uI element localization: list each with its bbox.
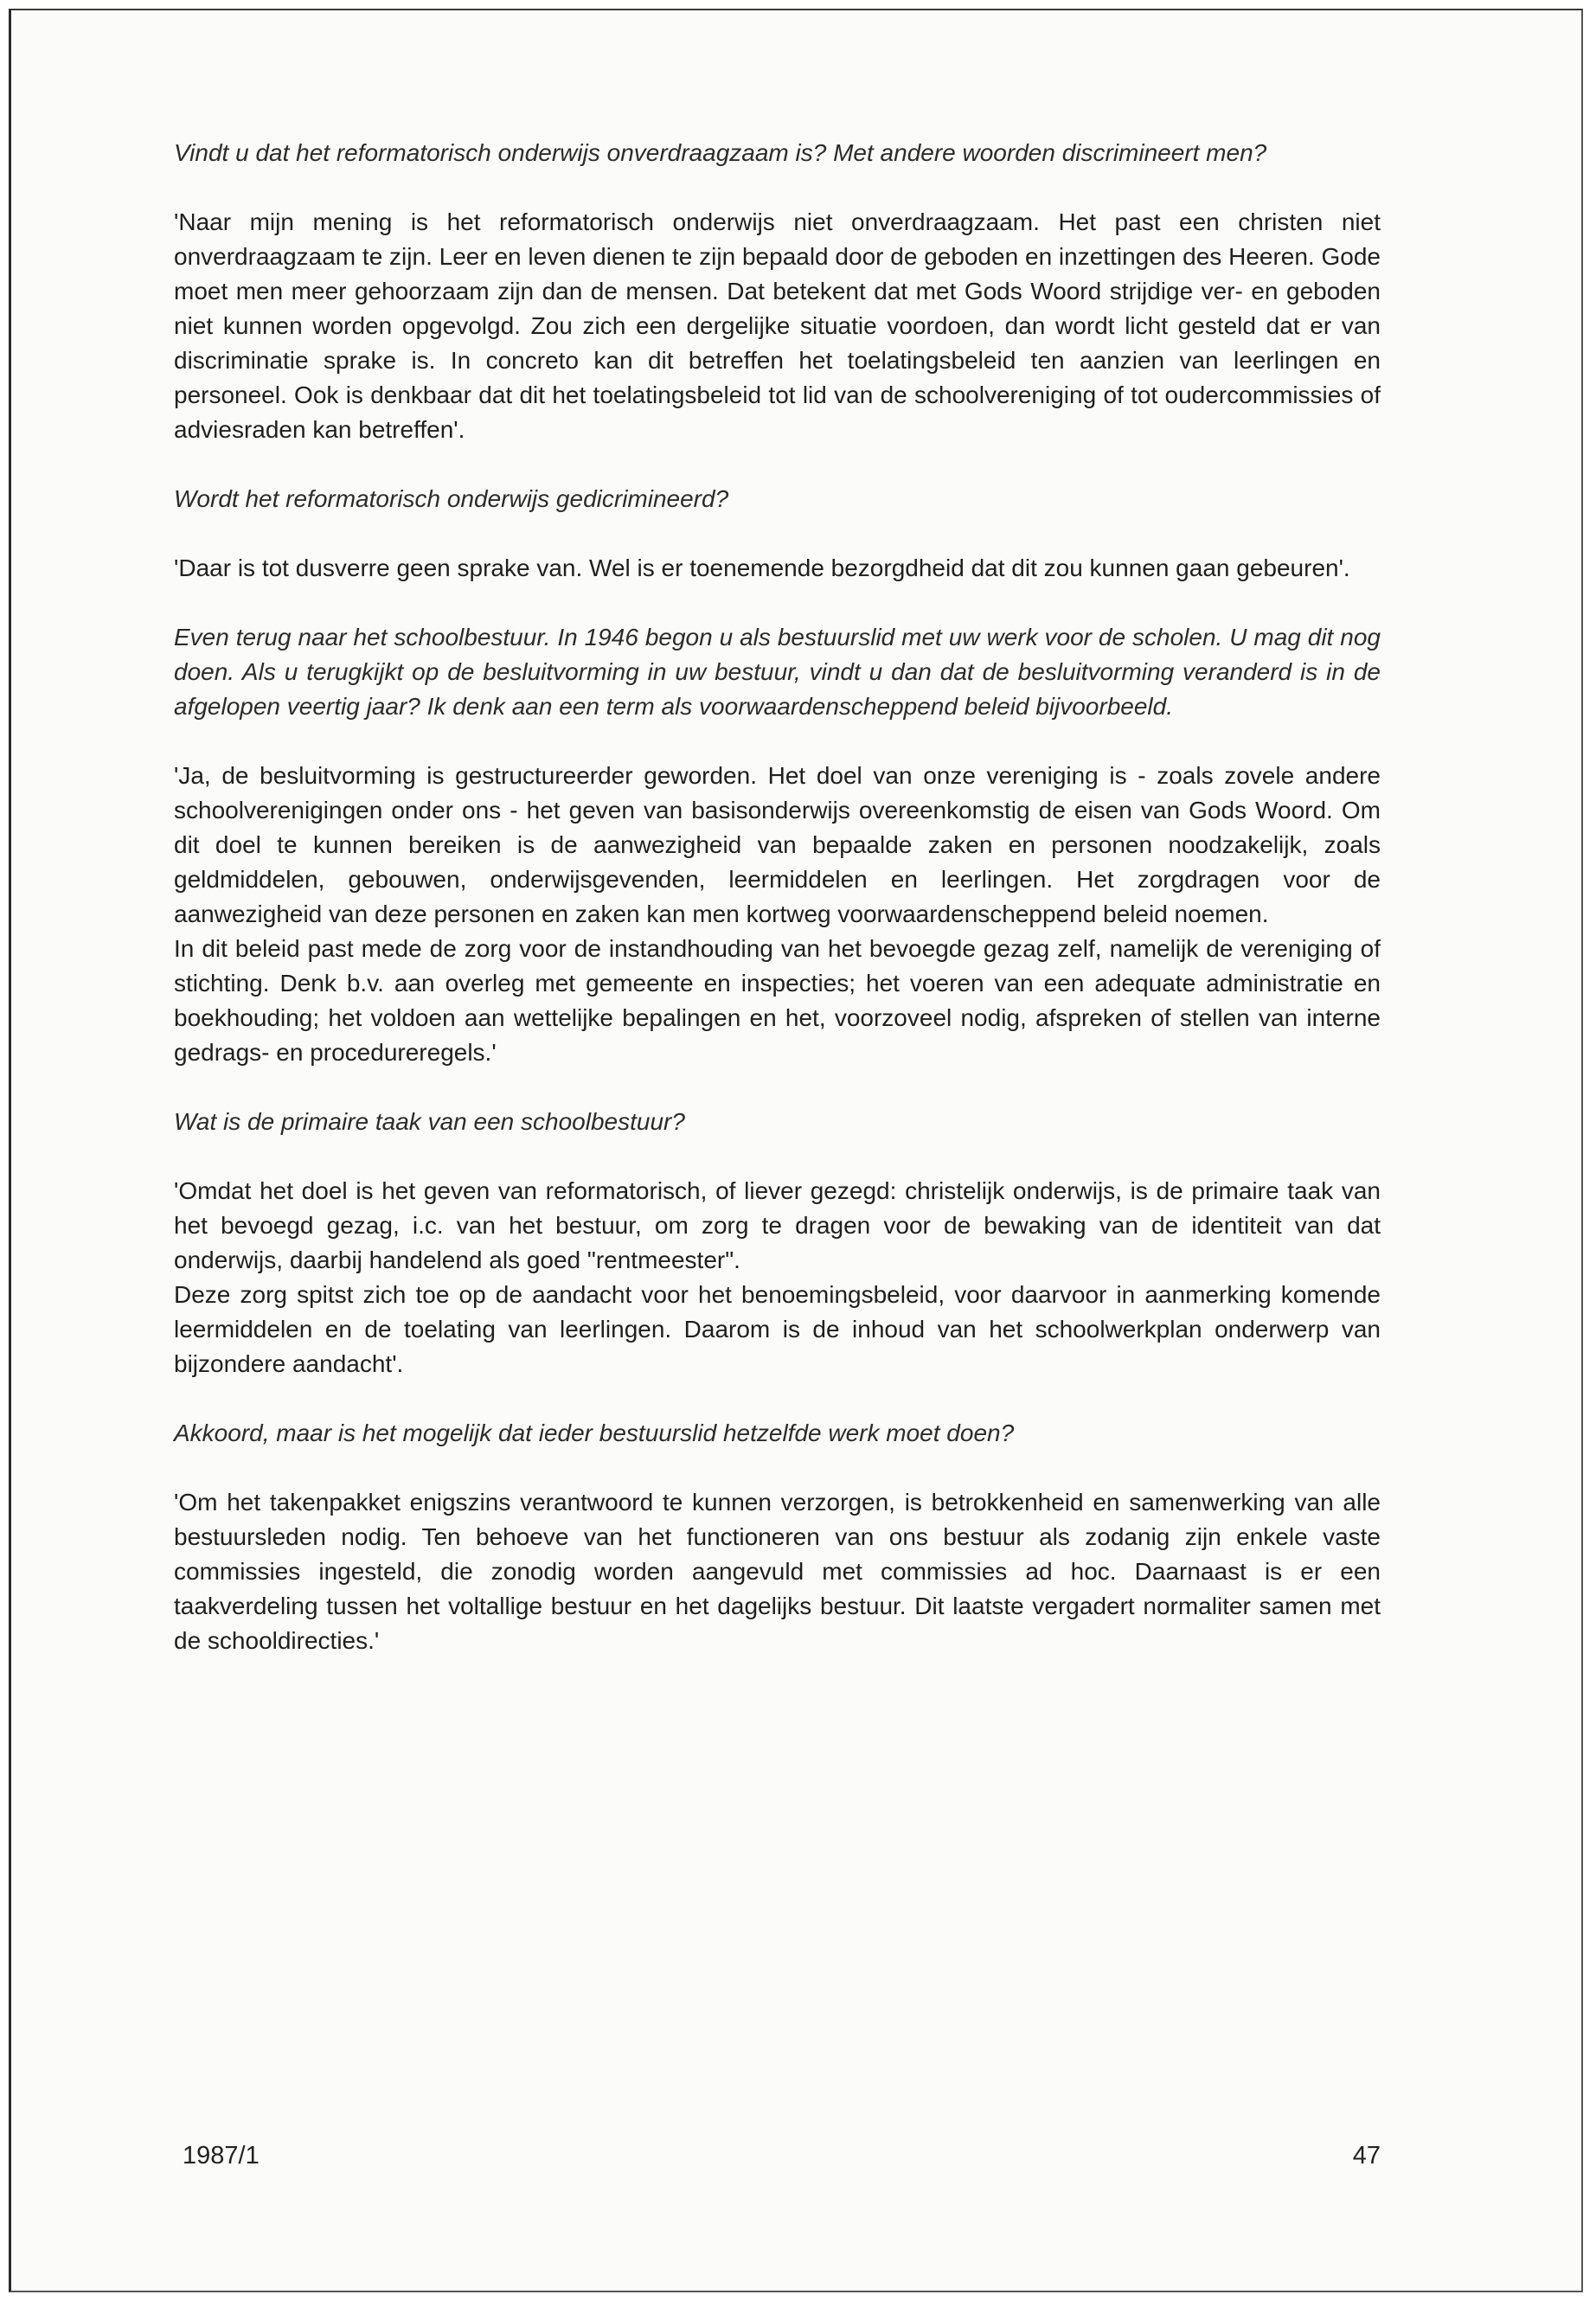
document-page	[9, 9, 1583, 2292]
interview-question-4: Wat is de primaire taak van een schoolbestuur?	[174, 1108, 685, 1135]
interview-answer-5: 'Om het takenpakket enigszins verantwoord te kunnen verzorgen, is betrokkenheid en samenwerking van alle bestuursleden nodig. Ten behoeve van het functioneren van ons bestuur als zodanig zijn enkele vaste commissies ingesteld, die zonodig worden aangevuld met commissies ad hoc. Daarnaast is er een taakverdeling tussen het voltallige bestuur en het dagelijks bestuur. Dit laatste vergadert normaliter samen met de schooldirecties.'	[174, 1489, 1381, 1654]
interview-answer-3b: In dit beleid past mede de zorg voor de instandhouding van het bevoegde gezag zelf, namelijk de vereniging of stichting. Denk b.v. aan overleg met gemeente en inspecties; het voeren van een adequate administratie en boekhouding; het voldoen aan wettelijke bepalingen en het, voorzoveel nodig, afspreken of stellen van interne gedrags- en procedureregels.'	[174, 935, 1381, 1066]
interview-question-3: Even terug naar het schoolbestuur. In 1946 begon u als bestuurslid met uw werk voor de scholen. U mag dit nog doen. Als u terugkijkt op de besluitvorming in uw bestuur, vindt u dan dat de besluitvorming veranderd is in de afgelopen veertig jaar? Ik denk aan een term als voorwaardenscheppend beleid bijvoorbeeld.	[174, 624, 1381, 720]
interview-question-5: Akkoord, maar is het mogelijk dat ieder bestuurslid hetzelfde werk moet doen?	[174, 1420, 1015, 1446]
interview-answer-3a: 'Ja, de besluitvorming is gestructureerder geworden. Het doel van onze vereniging is - zoals zovele andere schoolverenigingen onder ons - het geven van basisonderwijs overeenkomstig de eisen van Gods Woord. Om dit doel te kunnen bereiken is de aanwezigheid van bepaalde zaken en personen noodzakelijk, zoals geldmiddelen, gebouwen, onderwijsgevenden, leermiddelen en leerlingen. Het zorgdragen voor de aanwezigheid van deze personen en zaken kan men kortweg voorwaardenscheppend beleid noemen.	[174, 762, 1381, 927]
issue-number: 1987/1	[183, 2142, 260, 2170]
article-body	[174, 136, 1381, 1658]
interview-question-2: Wordt het reformatorisch onderwijs gedicrimineerd?	[174, 485, 729, 512]
interview-answer-1: 'Naar mijn mening is het reformatorisch onderwijs niet onverdraagzaam. Het past een christen niet onverdraagzaam te zijn. Leer en leven dienen te zijn bepaald door de geboden en inzettingen des Heeren. Gode moet men meer gehoorzaam zijn dan de mensen. Dat betekent dat met Gods Woord strijdige ver- en geboden niet kunnen worden opgevolgd. Zou zich een dergelijke situatie voordoen, dan wordt licht gesteld dat er van discriminatie sprake is. In concreto kan dit betreffen het toelatingsbeleid ten aanzien van leerlingen en personeel. Ook is denkbaar dat dit het toelatingsbeleid tot lid van de schoolvereniging of tot oudercommissies of adviesraden kan betreffen'.	[174, 208, 1381, 443]
interview-question-1: Vindt u dat het reformatorisch onderwijs onverdraagzaam is? Met andere woorden discrimineert men?	[174, 139, 1267, 166]
page-number: 47	[1352, 2142, 1381, 2170]
page-footer	[183, 2142, 1381, 2170]
interview-answer-4b: Deze zorg spitst zich toe op de aandacht voor het benoemingsbeleid, voor daarvoor in aanmerking komende leermiddelen en de toelating van leerlingen. Daarom is de inhoud van het schoolwerkplan onderwerp van bijzondere aandacht'.	[174, 1281, 1381, 1377]
interview-answer-2: 'Daar is tot dusverre geen sprake van. Wel is er toenemende bezorgdheid dat dit zou kunnen gaan gebeuren'.	[174, 554, 1350, 581]
interview-answer-4a: 'Omdat het doel is het geven van reformatorisch, of liever gezegd: christelijk onderwijs, is de primaire taak van het bevoegd gezag, i.c. van het bestuur, om zorg te dragen voor de bewaking van de identiteit van dat onderwijs, daarbij handelend als goed "rentmeester".	[174, 1177, 1381, 1273]
